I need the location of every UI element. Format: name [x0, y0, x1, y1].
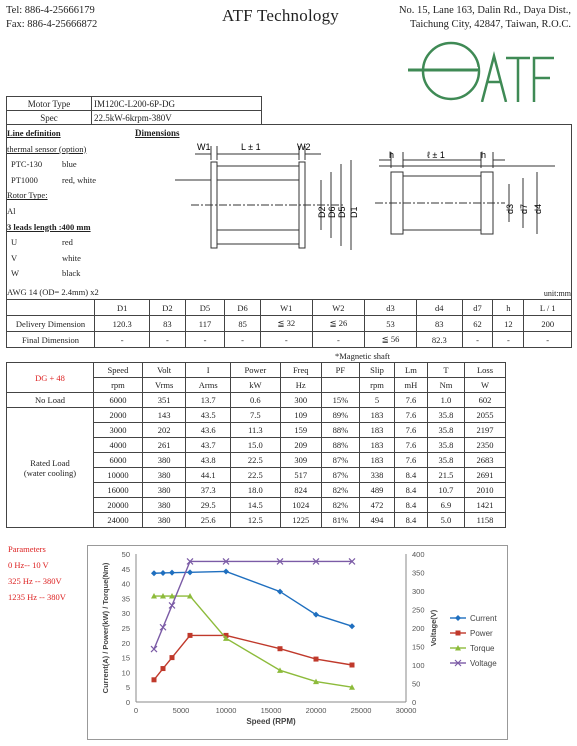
table-cell: 351 — [142, 393, 186, 408]
table-cell: 22.5 — [230, 468, 280, 483]
table-cell: 6000 — [94, 393, 143, 408]
y-tick-label: 25 — [121, 624, 130, 633]
tel-text: Tel: 886-4-25666179 — [6, 5, 95, 16]
table-cell: - — [462, 332, 493, 348]
parameters — [8, 541, 66, 605]
x-tick-label: 5000 — [172, 706, 190, 715]
data-point-voltage — [169, 602, 175, 608]
dim-d1: D1 — [349, 206, 359, 218]
perf-header-cell: Speed — [94, 363, 143, 378]
unit-cell: rpm — [94, 378, 143, 393]
table-cell: 10.7 — [427, 483, 464, 498]
table-cell: 1.0 — [427, 393, 464, 408]
y-tick-label: 15 — [121, 653, 130, 663]
table-cell: 824 — [280, 483, 321, 498]
perf-header-cell: PF — [321, 363, 359, 378]
table-cell: 1225 — [280, 513, 321, 528]
row-label: Final Dimension — [7, 332, 95, 348]
legend-label-power: Power — [470, 629, 493, 638]
table-cell: - — [185, 332, 225, 348]
table-cell: 3000 — [94, 423, 143, 438]
table-cell: 25.6 — [186, 513, 231, 528]
model-label: DG + 48 — [7, 363, 94, 393]
table-cell: 83 — [417, 316, 463, 332]
table-cell: ≦ 32 — [260, 316, 312, 332]
table-cell: 183 — [360, 423, 395, 438]
performance-chart-frame — [87, 545, 508, 740]
table-cell: 183 — [360, 453, 395, 468]
dim-w2: W2 — [297, 142, 311, 152]
table-cell: - — [260, 332, 312, 348]
table-cell: 7.6 — [394, 408, 427, 423]
table-cell: 380 — [142, 498, 186, 513]
rated-label-line: (water cooling) — [23, 467, 77, 478]
dim-w1: W1 — [197, 142, 211, 152]
data-point-current — [187, 569, 193, 575]
table-cell: 89% — [321, 408, 359, 423]
table-cell: 20000 — [94, 498, 143, 513]
table-cell: 35.8 — [427, 438, 464, 453]
table-cell: 0.6 — [230, 393, 280, 408]
dim-header-cell: D1 — [95, 300, 150, 316]
data-point-power — [278, 646, 283, 651]
performance-chart — [88, 546, 507, 739]
perf-header-cell: Freq — [280, 363, 321, 378]
table-cell: 380 — [142, 468, 186, 483]
atf-logo — [408, 40, 558, 102]
table-cell: 15.0 — [230, 438, 280, 453]
x-tick-label: 10000 — [215, 706, 237, 715]
y-tick-label: 50 — [121, 550, 130, 559]
x-tick-label: 30000 — [395, 706, 417, 715]
series-line-power — [154, 635, 352, 679]
line-definition-title: Line definition — [7, 128, 61, 138]
motor-type-label: Motor Type — [7, 97, 92, 111]
y-tick-label: 20 — [121, 638, 130, 648]
table-cell: 380 — [142, 513, 186, 528]
address — [399, 4, 571, 32]
perf-header-cell: T — [427, 363, 464, 378]
table-cell: 44.1 — [186, 468, 231, 483]
table-cell: 83 — [150, 316, 185, 332]
dimension-table — [6, 299, 572, 348]
table-cell: 43.6 — [186, 423, 231, 438]
table-cell: 7.6 — [394, 423, 427, 438]
dim-l-rotor: ℓ ± 1 — [427, 150, 445, 160]
parameter-line: 325 Hz -- 380V — [8, 576, 62, 586]
table-cell: 37.3 — [186, 483, 231, 498]
rotor-type-value: Al — [7, 205, 16, 216]
perf-header-cell: Power — [230, 363, 280, 378]
table-cell: - — [524, 332, 572, 348]
table-cell: 2055 — [464, 408, 505, 423]
rated-row — [7, 408, 506, 423]
dim-header-cell: h — [493, 300, 524, 316]
dim-d7: d7 — [519, 203, 529, 214]
table-cell: 10000 — [94, 468, 143, 483]
dim-header-cell: L / 1 — [524, 300, 572, 316]
y2-tick-label: 400 — [412, 550, 425, 559]
table-cell: 300 — [280, 393, 321, 408]
legend-marker-current — [455, 615, 461, 621]
table-cell: 209 — [280, 438, 321, 453]
table-cell: 200 — [524, 316, 572, 332]
thermal-sensor-label: thermal sensor (option) — [7, 143, 87, 154]
table-row — [7, 316, 572, 332]
table-cell: 5.0 — [427, 513, 464, 528]
y-tick-label: 0 — [125, 698, 130, 707]
phase-name: V — [11, 252, 18, 263]
data-point-current — [151, 570, 157, 576]
magnetic-shaft-note: *Magnetic shaft — [335, 351, 390, 361]
motor-drawing — [175, 136, 570, 286]
table-cell: 2691 — [464, 468, 505, 483]
no-load-row — [7, 393, 506, 408]
table-cell: 8.4 — [394, 483, 427, 498]
unit-cell: Nm — [427, 378, 464, 393]
sensor-color: red, white — [62, 174, 96, 185]
dim-header-cell: W2 — [312, 300, 364, 316]
table-cell: 109 — [280, 408, 321, 423]
phase-name: W — [11, 268, 20, 279]
table-cell: 35.8 — [427, 408, 464, 423]
y-tick-label: 35 — [121, 594, 130, 604]
table-cell: 183 — [360, 408, 395, 423]
unit-cell: rpm — [360, 378, 395, 393]
dim-header-cell: d3 — [364, 300, 416, 316]
dim-h-right: h — [481, 150, 487, 160]
y-axis-title: Current(A) / Power(kW) / Torque(Nm) — [101, 562, 110, 694]
table-cell: 62 — [462, 316, 493, 332]
data-point-power — [170, 655, 175, 660]
motor-type-value: IM120C-L200-6P-DG — [92, 97, 262, 111]
dim-h-left: h — [389, 150, 395, 160]
rotor-type-label: Rotor Type: — [7, 190, 48, 201]
table-cell: 8.4 — [394, 468, 427, 483]
y2-tick-label: 200 — [412, 624, 425, 633]
table-cell: 7.6 — [394, 453, 427, 468]
table-cell: 43.8 — [186, 453, 231, 468]
table-cell: 2197 — [464, 423, 505, 438]
data-point-torque — [277, 667, 283, 673]
phase-row — [7, 266, 107, 282]
table-cell: 309 — [280, 453, 321, 468]
spec-table — [6, 96, 262, 125]
table-cell: 2000 — [94, 408, 143, 423]
data-point-power — [161, 666, 166, 671]
y-tick-label: 30 — [121, 609, 130, 619]
company-name: ATF Technology — [222, 6, 339, 25]
table-cell: - — [225, 332, 260, 348]
table-cell: 2683 — [464, 453, 505, 468]
table-cell: 35.8 — [427, 423, 464, 438]
table-cell: 53 — [364, 316, 416, 332]
data-point-current — [160, 570, 166, 576]
phase-color: black — [62, 268, 81, 279]
y2-tick-label: 50 — [412, 679, 421, 689]
sensor-name: PTC-130 — [11, 159, 43, 170]
table-row — [7, 332, 572, 348]
table-cell: 82% — [321, 498, 359, 513]
data-point-power — [314, 657, 319, 662]
row-label: Delivery Dimension — [7, 316, 95, 332]
table-cell: - — [150, 332, 185, 348]
awg-note: AWG 14 (OD= 2.4mm) x2 — [7, 287, 99, 297]
table-cell: 15% — [321, 393, 359, 408]
unit-note: unit:mm — [543, 289, 571, 298]
y-tick-label: 5 — [125, 683, 130, 693]
table-cell: 21.5 — [427, 468, 464, 483]
unit-cell: kW — [230, 378, 280, 393]
data-point-current — [169, 570, 175, 576]
table-cell: 43.7 — [186, 438, 231, 453]
y2-tick-label: 150 — [412, 642, 425, 652]
table-cell: 85 — [225, 316, 260, 332]
phase-name: U — [11, 237, 18, 248]
dim-d6: D6 — [327, 206, 337, 218]
table-cell: 2010 — [464, 483, 505, 498]
table-cell: 117 — [185, 316, 225, 332]
contact-info — [6, 4, 97, 32]
parameters-title: Parameters — [8, 544, 46, 554]
data-point-power — [188, 633, 193, 638]
performance-table — [6, 362, 506, 528]
table-cell: 380 — [142, 483, 186, 498]
parameter-line: 0 Hz-- 10 V — [8, 560, 49, 570]
unit-cell: mH — [394, 378, 427, 393]
dim-d2: D2 — [317, 206, 327, 218]
table-cell: 380 — [142, 453, 186, 468]
y-tick-label: 40 — [121, 579, 130, 589]
dim-header-cell: D5 — [185, 300, 225, 316]
leads-length: 3 leads length :400 mm — [7, 221, 91, 232]
parameter-line: 1235 Hz -- 380V — [8, 592, 66, 602]
sensor-row — [7, 173, 107, 189]
rated-load-label — [7, 408, 94, 528]
table-cell: 6000 — [94, 453, 143, 468]
table-cell: 18.0 — [230, 483, 280, 498]
table-cell: 82.3 — [417, 332, 463, 348]
table-cell: 494 — [360, 513, 395, 528]
table-cell: 14.5 — [230, 498, 280, 513]
unit-cell: Hz — [280, 378, 321, 393]
no-load-label: No Load — [7, 393, 94, 408]
perf-header-cell: Slip — [360, 363, 395, 378]
table-cell: 43.5 — [186, 408, 231, 423]
data-point-current — [223, 568, 229, 574]
table-cell: 88% — [321, 438, 359, 453]
series-line-voltage — [154, 561, 352, 649]
line-definition — [7, 126, 107, 282]
table-cell: 7.6 — [394, 438, 427, 453]
dimensions-label: Dimensions — [135, 128, 180, 138]
table-cell: 87% — [321, 468, 359, 483]
table-cell: 4000 — [94, 438, 143, 453]
unit-cell — [321, 378, 359, 393]
data-point-current — [349, 623, 355, 629]
phase-color: white — [62, 252, 81, 263]
legend-label-voltage: Voltage — [470, 659, 497, 668]
table-cell: 159 — [280, 423, 321, 438]
dim-d3: d3 — [505, 203, 515, 214]
dim-header-row — [7, 300, 572, 316]
dim-header-cell: D2 — [150, 300, 185, 316]
dim-d4: d4 — [533, 203, 543, 214]
perf-header-cell: Lm — [394, 363, 427, 378]
x-tick-label: 25000 — [350, 706, 372, 715]
dim-header-cell: W1 — [260, 300, 312, 316]
table-cell: 1024 — [280, 498, 321, 513]
spec-value: 22.5kW-6krpm-380V — [92, 111, 262, 125]
y-tick-label: 10 — [121, 668, 130, 678]
table-cell: ≦ 56 — [364, 332, 416, 348]
table-cell: 29.5 — [186, 498, 231, 513]
x-axis-title: Speed (RPM) — [246, 717, 296, 726]
table-cell: - — [95, 332, 150, 348]
table-cell: - — [493, 332, 524, 348]
legend-label-torque: Torque — [470, 644, 495, 653]
rated-label-line: Rated Load — [30, 457, 70, 468]
table-cell: 338 — [360, 468, 395, 483]
table-cell: 12.5 — [230, 513, 280, 528]
table-cell: 2350 — [464, 438, 505, 453]
phase-color: red — [62, 237, 73, 248]
table-cell: ≦ 26 — [312, 316, 364, 332]
unit-cell: Vrms — [142, 378, 186, 393]
table-cell: 81% — [321, 513, 359, 528]
table-cell: 35.8 — [427, 453, 464, 468]
perf-header-cell: Volt — [142, 363, 186, 378]
table-cell: 22.5 — [230, 453, 280, 468]
table-cell: 13.7 — [186, 393, 231, 408]
data-point-power — [152, 677, 157, 682]
table-cell: 183 — [360, 438, 395, 453]
table-cell: 602 — [464, 393, 505, 408]
table-cell: 12 — [493, 316, 524, 332]
perf-header-cell: I — [186, 363, 231, 378]
table-cell: 7.6 — [394, 393, 427, 408]
table-cell: 1158 — [464, 513, 505, 528]
table-cell: 88% — [321, 423, 359, 438]
fax-text: Fax: 886-4-25666872 — [6, 19, 98, 30]
table-cell: 24000 — [94, 513, 143, 528]
sensor-color: blue — [62, 159, 77, 170]
address-line-1: No. 15, Lane 163, Dalin Rd., Daya Dist., — [398, 5, 571, 16]
perf-header-cell: Loss — [464, 363, 505, 378]
table-cell: 8.4 — [394, 498, 427, 513]
y2-tick-label: 0 — [412, 698, 417, 707]
data-point-power — [350, 663, 355, 668]
table-cell: 120.3 — [95, 316, 150, 332]
spec-label: Spec — [7, 111, 92, 125]
series-line-current — [154, 571, 352, 626]
table-cell: 261 — [142, 438, 186, 453]
dim-l: L ± 1 — [241, 142, 261, 152]
unit-cell: Arms — [186, 378, 231, 393]
table-cell: 5 — [360, 393, 395, 408]
y2-tick-label: 350 — [412, 568, 425, 578]
table-cell: 87% — [321, 453, 359, 468]
table-cell: 1421 — [464, 498, 505, 513]
y2-tick-label: 250 — [412, 605, 425, 615]
y2-tick-label: 300 — [412, 587, 425, 596]
table-cell: 7.5 — [230, 408, 280, 423]
x-tick-label: 15000 — [260, 706, 282, 715]
dim-d5: D5 — [337, 206, 347, 218]
y2-tick-label: 100 — [412, 661, 425, 670]
table-cell: 472 — [360, 498, 395, 513]
y2-axis-title: Voltage(V) — [429, 609, 438, 647]
legend-marker-power — [456, 631, 461, 636]
rated-load-rows — [7, 408, 506, 528]
table-cell: - — [312, 332, 364, 348]
table-cell: 82% — [321, 483, 359, 498]
data-point-voltage — [160, 624, 166, 630]
table-cell: 202 — [142, 423, 186, 438]
table-cell: 489 — [360, 483, 395, 498]
unit-cell: W — [464, 378, 505, 393]
data-point-voltage — [151, 646, 157, 652]
x-tick-label: 0 — [133, 706, 139, 715]
legend-label-current: Current — [470, 614, 497, 623]
dim-header-cell: d7 — [462, 300, 493, 316]
perf-header-row — [7, 363, 506, 378]
sensor-row — [7, 157, 107, 173]
dim-header-cell: D6 — [225, 300, 260, 316]
table-cell: 6.9 — [427, 498, 464, 513]
table-cell: 8.4 — [394, 513, 427, 528]
dim-header-cell: d4 — [417, 300, 463, 316]
table-cell: 11.3 — [230, 423, 280, 438]
address-line-2: Taichung City, 42847, Taiwan, R.O.C. — [410, 19, 571, 30]
y-tick-label: 45 — [121, 564, 130, 574]
phase-row — [7, 235, 107, 251]
table-cell: 143 — [142, 408, 186, 423]
phase-row — [7, 251, 107, 267]
table-cell: 517 — [280, 468, 321, 483]
sensor-name: PT1000 — [11, 174, 38, 185]
dim-header-empty — [7, 300, 95, 316]
x-tick-label: 20000 — [305, 706, 327, 715]
table-cell: 16000 — [94, 483, 143, 498]
